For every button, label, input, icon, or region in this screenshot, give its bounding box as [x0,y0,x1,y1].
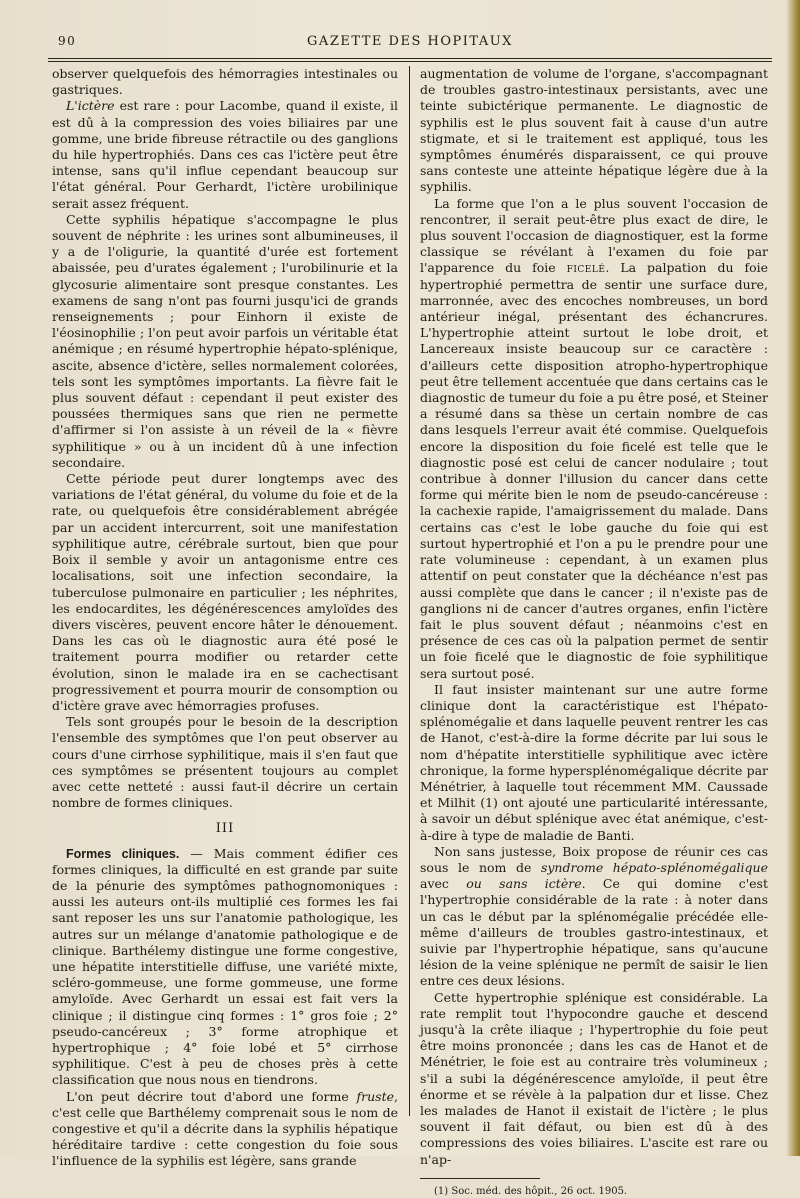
paragraph: augmentation de volume de l'organe, s'accompagnant de troubles gastro-intestinaux persistants, avec une teinte subictérique permanente. Le diagnostic de syphilis est le plus souvent fait à cause d'un autre stigmate, et si le traitement est appliqué, tous les symptômes énumérés disparaissent, ce qui prouve sans conteste une atteinte hépatique légère due à la syphilis. [420,66,768,195]
term-ficele: ficelé [566,260,606,276]
term-ictere: L'ictère [66,98,115,114]
paragraph-text: Non sans justesse, Boix propose de réunir ces cas sous le nom de [420,843,768,875]
term-sans-ictere: ou sans ictère [466,876,582,892]
paragraph-formes [52,846,398,1089]
page-edge [786,0,800,1156]
paragraph-text: avec [420,876,467,892]
paragraph-text: , c'est celle que Barthélemy comprenait sous le nom de congestive et qu'il a décrite dans la syphilis hépatique héréditaire tardive : cette congestion du foie sous l'influence de la syphilis est légère, sans grande [52,1088,398,1169]
paragraph-text: — Mais comment édifier ces formes cliniques, la difficulté en est grande par suite de la pénurie des symptômes pathognomoniques : aussi les auteurs ont-ils multiplié ces formes les fai sant reposer les uns sur l'anatomie pathologique, les autres sur un mélange d'anatomie pathologique e de clinique. Barthélemy distingue une forme congestive, une hépatite interstitielle diffuse, une variété mixte, scléro-gommeuse, une forme gommeuse, une forme amyloïde. Avec Gerhardt un essai est fait vers la clinique ; il distingue cinq formes : 1° gros foie ; 2° pseudo-cancéreux ; 3° forme atrophique et hypertrophique ; 4° foie lobé et 5° cirrhose syphilitique. C'est à peu de choses près à cette classification que nous nous en tiendrons. [52,845,399,1088]
journal-title: GAZETTE DES HOPITAUX [307,34,513,49]
paragraph-fruste [52,1089,398,1170]
paragraph-text: ont ajouté une particularité intéressante, à savoir un début splénique avec état anémique, c'est-à-dire à type de maladie de Banti. [420,795,768,843]
paragraph-hepato [420,682,768,844]
paragraph: Cette période peut durer longtemps avec des variations de l'état général, du volume du foie et de la rate, ou quelquefois être considérablement abrégée par un accident intercurrent, soit une manifestation syphilitique autre, cérébrale surtout, bien que pour Boix il semble y avoir un antagonisme entre ces localisations, soit une infection secondaire, la tuberculose pulmonaire en particulier ; les néphrites, les endocardites, les dégénérescences amyloïdes des divers viscères, peuvent encore hâter le dénouement. Dans les cas où le diagnostic aura été posé le traitement pourra modifier ou retarder cette évolution, sinon le malade ira en se cachectisant progressivement et pourra mourir de consomption ou d'ictère grave avec hémorragies profuses. [52,471,398,713]
term-fruste: fruste [356,1088,395,1104]
paragraph-ictere [52,98,398,211]
paragraph-text: . La palpation du foie hypertrophié permettra de sentir une surface dure, marronnée, avec des encoches nombreuses, un bord antérieur inégal, présentant des échancrures. L'hypertrophie atteint surtout le lobe droit, et Lancereaux insiste beaucoup sur ce caractère : d'ailleurs cette disposition atropho-hypertrophique peut être tellement accentuée que dans certains cas le diagnostic de tumeur du foie a pu être posé, et Steiner a résumé dans sa thèse un certain nombre de cas dans lesquels l'erreur avait été commise. Quelquefois encore la disposition du foie ficelé est telle que le diagnostic posé est celui de cancer nodulaire ; tout contribue à donner l'illusion du cancer dans cette forme qui mérite bien le nom de pseudo-cancéreuse : la cachexie rapide, l'amaigrissement du malade. Dans certains cas c'est le lobe gauche du foie qui est surtout hypertrophié et l'on a pu le prendre pour une rate volumineuse : cependant, à un examen plus attentif on peut constater que la déchéance n'est pas aussi complète que dans le cancer ; il n'existe pas de ganglions ni de cancer d'autres organes, enfin l'ictère fait le plus souvent défaut ; néanmoins c'est en présence de ces cas où la palpation permet de sentir un foie ficelé que le diagnostic de foie syphilitique sera surtout posé. [420,260,768,681]
term-syndrome: syndrome hépato-splénomégalique [540,859,769,875]
paragraph-text: est rare : pour Lacombe, quand il existe, il est dû à la compression des voies biliaires par une gomme, une bride fibreuse rétractile ou des ganglions du hile hypertrophiés. Dans ces cas l'ictère peut être intense, sans qu'il influe cependant beaucoup sur l'état général. Pour Gerhardt, l'ictère urobilinique serait assez fréquent. [52,98,398,211]
paragraph-text: Il faut insister maintenant sur une autre forme clinique dont la caractéristique est l'hépato-splénomégalie et dans laquelle peuvent rentrer les cas de Hanot, c'est-à-dire la forme décrite par lui sous le nom d'hépatite interstitielle syphilitique avec ictère chronique, la forme hypersplénomégalique décrite par Ménétrier, à laquelle tout récemment MM. Caussade et Milhit [420,681,768,811]
paragraph-text: La forme que l'on a le plus souvent l'occasion de rencontrer, il serait peut-être plus exact de dire, le plus souvent l'occasion de diagnostiquer, est la forme classique se révélant à l'examen du foie par l'apparence du foie [420,195,768,276]
paragraph: Tels sont groupés pour le besoin de la description l'ensemble des symptômes que l'on peut observer au cours d'une cirrhose syphilitique, mais il s'en faut que ces symptômes se présentent toujours au complet avec cette netteté : aussi faut-il décrire un certain nombre de formes cliniques. [52,714,398,811]
column-divider [409,66,410,1116]
paragraph-boix [420,844,768,990]
paragraph-text: L'on peut décrire tout d'abord une forme [66,1088,357,1104]
footnote-rule [420,1178,540,1179]
page-header [48,28,772,52]
footnote: (1) Soc. méd. des hôpit., 26 oct. 1905. [434,1185,628,1197]
paragraph: Cette hypertrophie splénique est considérable. La rate remplit tout l'hypocondre gauche et descend jusqu'à la crête iliaque ; l'hypertrophie du foie peut être moins prononcée ; dans les cas de Hanot et de Ménétrier, le foie est au contraire très volumineux ; s'il a subi la dégénérescence amyloïde, il peut être énorme et se révèle à la palpation dur et lisse. Chez les malades de Hanot il existait de l'ictère ; le plus souvent il fait défaut, ou bien est dû à des compressions des voies biliaires. L'ascite est rare ou n'ap- [420,989,768,1167]
paragraph-ficele [420,196,768,682]
footnote-ref: (1) [480,795,498,811]
section-number: III [215,821,235,837]
header-rule [48,58,772,62]
page-number: 90 [58,34,77,48]
right-column [420,66,768,1198]
paragraph: Cette syphilis hépatique s'accompagne le plus souvent de néphrite : les urines sont albumineuses, il y a de l'oligurie, la quantité d'urée est fortement abaissée, peu d'urates également ; l'urobilinurie et la glycosurie alimentaire sont presque constantes. Les examens de sang n'ont pas fourni jusqu'ici de grands renseignements ; pour Einhorn il existe de l'éosinophilie ; l'on peut avoir parfois un véritable état anémique ; en résumé hypertrophie hépato-splénique, ascite, absence d'ictère, selles normalement colorées, tels sont les symptômes importants. La fièvre fait le plus souvent défaut : cependant il peut exister des poussées thermiques sans que rien ne permette d'affirmer si l'on assiste à un réveil de la « fièvre syphilitique » ou à un incident dû à une infection secondaire. [52,211,398,470]
left-column [52,66,398,1170]
section-heading: Formes cliniques. [66,846,180,861]
paragraph-text: . Ce qui domine c'est l'hypertrophie considérable de la rate : à noter dans un cas le début par la splénomégalie précédée elle-même d'ailleurs de troubles gastro-intestinaux, et suivie par l'hypertrophie hépatique, sans qu'aucune lésion de la veine splénique ne permît de saisir le lien entre ces deux lésions. [420,876,768,989]
paragraph: observer quelquefois des hémorragies intestinales ou gastriques. [52,66,398,98]
